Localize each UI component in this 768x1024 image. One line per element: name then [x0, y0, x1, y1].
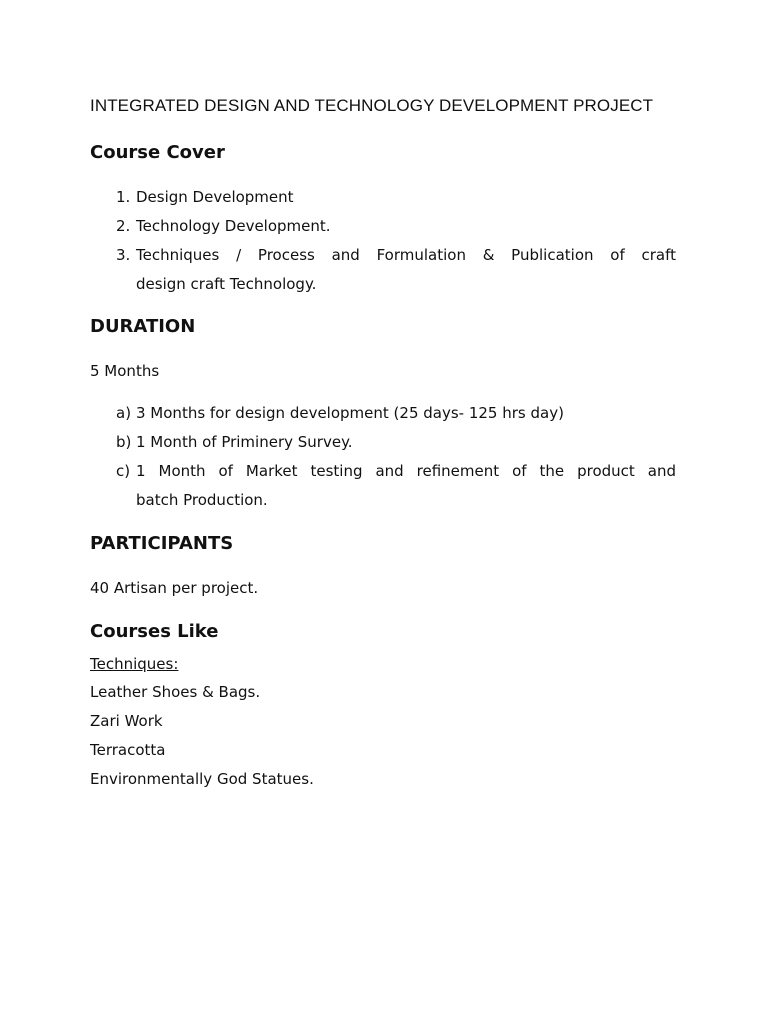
duration-item-c-line-2: batch Production. — [136, 491, 268, 509]
duration-marker-a: a) — [116, 404, 132, 422]
course-item-3: Terracotta — [90, 741, 166, 759]
course-cover-marker-2: 2. — [116, 217, 131, 235]
course-cover-item-3-line-1: Techniques / Process and Formulation & Publication of craft — [136, 246, 676, 264]
course-cover-marker-3: 3. — [116, 246, 131, 264]
course-cover-item-1: Design Development — [136, 188, 294, 206]
duration-item-c-line-1: 1 Month of Market testing and refinement of the product and — [136, 462, 676, 480]
courses-like-heading: Courses Like — [90, 621, 219, 642]
course-cover-item-3-line-2: design craft Technology. — [136, 275, 317, 293]
duration-item-a: 3 Months for design development (25 days- 125 hrs day) — [136, 404, 564, 422]
duration-total: 5 Months — [90, 362, 160, 380]
document-title: INTEGRATED DESIGN AND TECHNOLOGY DEVELOPMENT PROJECT — [90, 96, 654, 115]
participants-heading: PARTICIPANTS — [90, 533, 234, 554]
duration-item-b: 1 Month of Priminery Survey. — [136, 433, 353, 451]
course-item-1: Leather Shoes & Bags. — [90, 683, 261, 701]
course-cover-heading: Course Cover — [90, 142, 225, 163]
duration-marker-c: c) — [116, 462, 131, 480]
participants-text: 40 Artisan per project. — [90, 579, 259, 597]
duration-marker-b: b) — [116, 433, 132, 451]
course-cover-marker-1: 1. — [116, 188, 131, 206]
course-cover-item-2: Technology Development. — [136, 217, 331, 235]
techniques-subheading: Techniques: — [90, 655, 179, 673]
duration-heading: DURATION — [90, 316, 196, 337]
course-item-4: Environmentally God Statues. — [90, 770, 314, 788]
course-item-2: Zari Work — [90, 712, 163, 730]
